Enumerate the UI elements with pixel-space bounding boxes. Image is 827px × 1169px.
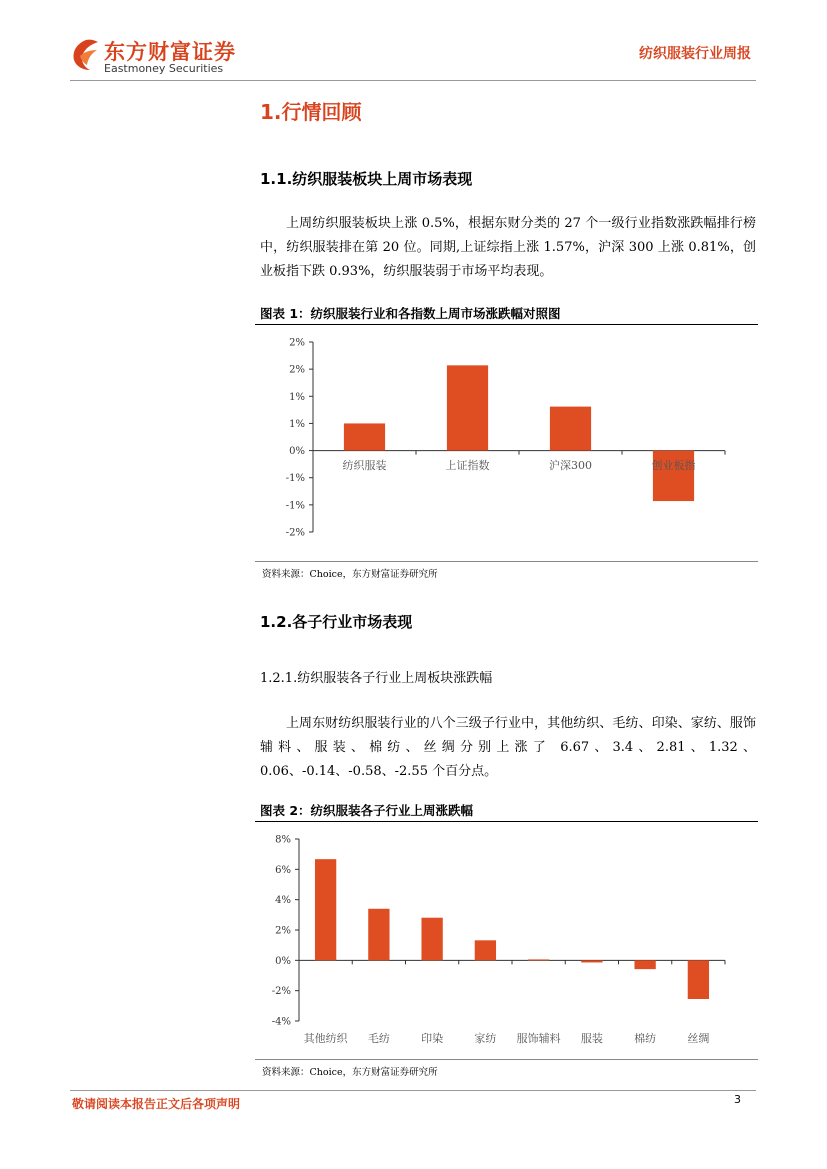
bar-6 [581, 960, 602, 962]
y-tick-label: 2% [289, 364, 305, 376]
x-category-label: 毛纺 [367, 1032, 390, 1045]
bar-2 [368, 909, 389, 961]
figure-1-bar-chart [255, 328, 758, 558]
chart-2-labels [272, 835, 710, 1046]
x-category-label: 其他纺织 [303, 1032, 348, 1045]
x-category-label: 纺织服装 [342, 459, 387, 472]
x-category-label: 创业板指 [651, 459, 696, 472]
paragraph-subindustry-performance: 上周东财纺织服装行业的八个三级子行业中，其他纺织、毛纺、印染、家纺、服饰辅料、服装、棉纺、丝绸分别上涨了 6.67、3.4、2.81、1.32、0.06、-0.14、-0.58、-2.55 个百分点。 [260, 716, 756, 779]
subsection-heading-1-1: 1.1.纺织服装板块上周市场表现 [260, 170, 473, 188]
logo-icon [70, 38, 100, 72]
bar-1 [344, 423, 385, 450]
figure-1-source: 资料来源：Choice，东方财富证券研究所 [262, 569, 438, 580]
bar-3 [550, 407, 591, 451]
report-title: 纺织服装行业周报 [639, 46, 751, 62]
subsubsection-heading-1-2-1: 1.2.1.纺织服装各子行业上周板块涨跌幅 [260, 671, 493, 686]
x-category-label: 棉纺 [634, 1032, 657, 1045]
x-category-label: 服饰辅料 [516, 1032, 561, 1045]
y-tick-label: 2% [275, 925, 291, 937]
section-heading: 1.行情回顾 [260, 100, 362, 124]
page-number: 3 [734, 1093, 741, 1106]
x-category-label: 上证指数 [445, 459, 490, 472]
figure-1-title: 图表 1：纺织服装行业和各指数上周市场涨跌幅对照图 [260, 306, 561, 321]
figure-1-top-rule [255, 324, 758, 325]
y-tick-label: 8% [275, 834, 291, 846]
bar-8 [688, 960, 709, 999]
y-tick-label: 0% [289, 446, 305, 458]
y-tick-label: 6% [275, 864, 291, 876]
chart-1-bars [344, 365, 694, 501]
logo-text-cn: 东方财富证券 [104, 40, 236, 64]
footer-divider [70, 1090, 756, 1091]
figure-2-bar-chart [255, 826, 758, 1056]
figure-2-title: 图表 2：纺织服装各子行业上周涨跌幅 [260, 803, 474, 818]
y-tick-label: 2% [289, 337, 305, 349]
figure-2-bottom-rule [255, 1059, 758, 1060]
x-category-label: 服装 [580, 1032, 603, 1045]
bar-2 [447, 365, 488, 450]
header-divider [70, 80, 756, 81]
bar-4 [475, 940, 496, 960]
bar-1 [315, 859, 336, 960]
figure-2-source: 资料来源：Choice，东方财富证券研究所 [262, 1067, 438, 1078]
footer-disclaimer: 敬请阅读本报告正文后各项声明 [72, 1097, 241, 1111]
y-tick-label: -2% [271, 986, 291, 998]
y-tick-label: -1% [285, 473, 305, 485]
bar-5 [528, 959, 549, 960]
x-category-label: 印染 [421, 1032, 444, 1045]
paragraph-market-performance: 上周纺织服装板块上涨 0.5%，根据东财分类的 27 个一级行业指数涨跌幅排行榜中，纺织服装排在第 20 位。同期,上证综指上涨 1.57%，沪深 300 上涨 0.81%，创业板指下跌 0.93%，纺织服装弱于市场平均表现。 [260, 216, 756, 279]
x-category-label: 家纺 [474, 1032, 497, 1045]
figure-2-top-rule [255, 821, 758, 822]
figure-1-bottom-rule [255, 561, 758, 562]
x-category-label: 丝绸 [687, 1032, 710, 1045]
bar-3 [421, 918, 442, 961]
chart-2-axes [295, 839, 725, 1021]
y-tick-label: 1% [289, 391, 305, 403]
chart-2-bars [315, 859, 709, 999]
bar-7 [634, 960, 655, 969]
logo-text-en: Eastmoney Securities [104, 62, 224, 75]
y-tick-label: 1% [289, 418, 305, 430]
y-tick-label: 4% [275, 895, 291, 907]
y-tick-label: 0% [275, 955, 291, 967]
y-tick-label: -1% [285, 500, 305, 512]
x-category-label: 沪深300 [549, 459, 592, 472]
y-tick-label: -2% [285, 527, 305, 539]
y-tick-label: -4% [271, 1016, 291, 1028]
subsection-heading-1-2: 1.2.各子行业市场表现 [260, 613, 413, 631]
